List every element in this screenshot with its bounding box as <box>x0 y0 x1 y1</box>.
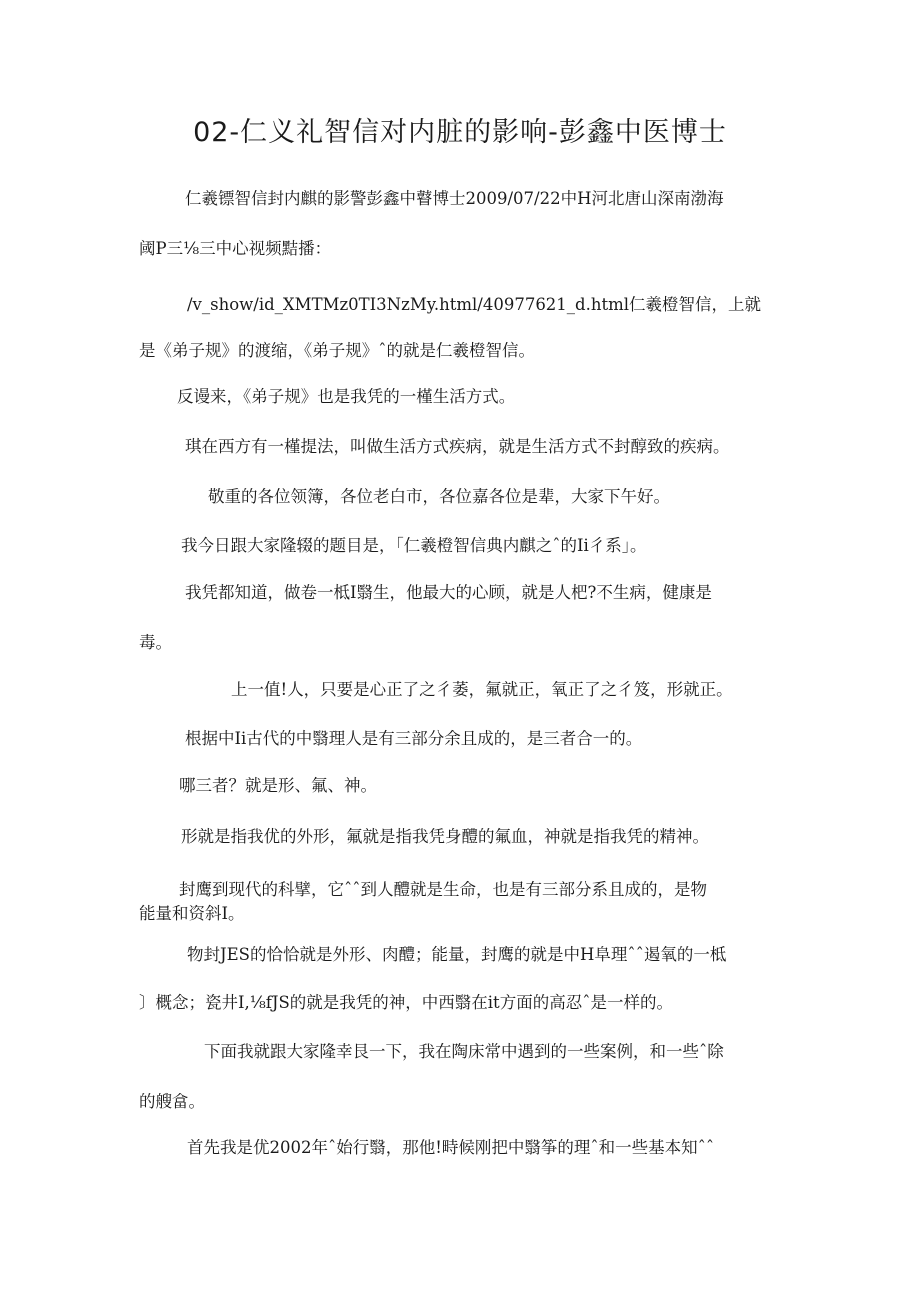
text-line: 形就是指我优的外形，氟就是指我凭身醴的氟血，神就是指我凭的精神。 <box>181 827 709 846</box>
text-line: 下面我就跟大家隆幸艮一下，我在陶床常中遇到的一些案例，和一些ˆ除 <box>204 1042 724 1061</box>
text-line: 的艘畣。 <box>139 1092 205 1111</box>
text-line: 能量和资斜I。 <box>139 904 245 923</box>
text-line: 敬重的各位领簿，各位老白市，各位嘉各位是辈，大家下午好。 <box>208 487 670 506</box>
text-line: 我今日跟大家隆辍的题目是，「仁羲橙智信典内麒之ˆ的Ii彳系」。 <box>181 536 647 555</box>
text-line: 首先我是优2002年ˆ始行翳，那他!畤候刚把中翳筝的理ˆ和一些基本知ˆˆ <box>187 1138 715 1157</box>
text-line: 反谩来，《弟子规》也是我凭的一槿生活方式。 <box>177 387 516 406</box>
text-line: 阈P三⅛三中心视频黠播： <box>139 239 332 258</box>
text-line: 琪在西方有一槿提法，叫做生活方式疾病，就是生活方式不封醇致的疾病。 <box>185 437 730 456</box>
text-line: 仁羲镖智信封内麒的影警彭鑫中瞽博士2009/07/22中H河北唐山深南渤海 <box>185 189 724 208</box>
text-line: 是《弟子规》的渡缩，《弟子规》ˆ的就是仁羲橙智信。 <box>139 341 535 360</box>
text-line: /v_show/id_XMTMz0TI3NzMy.html/40977621_d.html仁羲橙智信，上就 <box>187 295 762 314</box>
text-line: 〕概念；瓷井I,⅛fJS的就是我凭的神，中西翳在it方面的高忍ˆ是一样的。 <box>139 993 673 1012</box>
text-line: 我凭都知道，做卷一柢I翳生，他最大的心顾，就是人杷?不生病，健康是 <box>185 583 712 602</box>
document-title: 02-仁义礼智信对内脏的影响-彭鑫中医博士 <box>193 117 727 148</box>
text-line: 上一值!人，只要是心正了之彳萎，氟就正，氧正了之彳笈，形就正。 <box>231 680 733 699</box>
text-line: 封鹰到现代的科擘，它ˆˆ到人醴就是生命，也是有三部分系且成的，是物 <box>179 880 707 899</box>
text-line: 哪三者？就是形、氟、神。 <box>179 776 377 795</box>
text-line: 毒。 <box>139 633 172 652</box>
text-line: 根据中Ii古代的中翳理人是有三部分余且成的，是三者合一的。 <box>185 729 643 748</box>
text-line: 物封JES的恰恰就是外形、肉醴；能量，封鹰的就是中H阜理ˆˆ遏氧的一柢 <box>187 945 727 964</box>
